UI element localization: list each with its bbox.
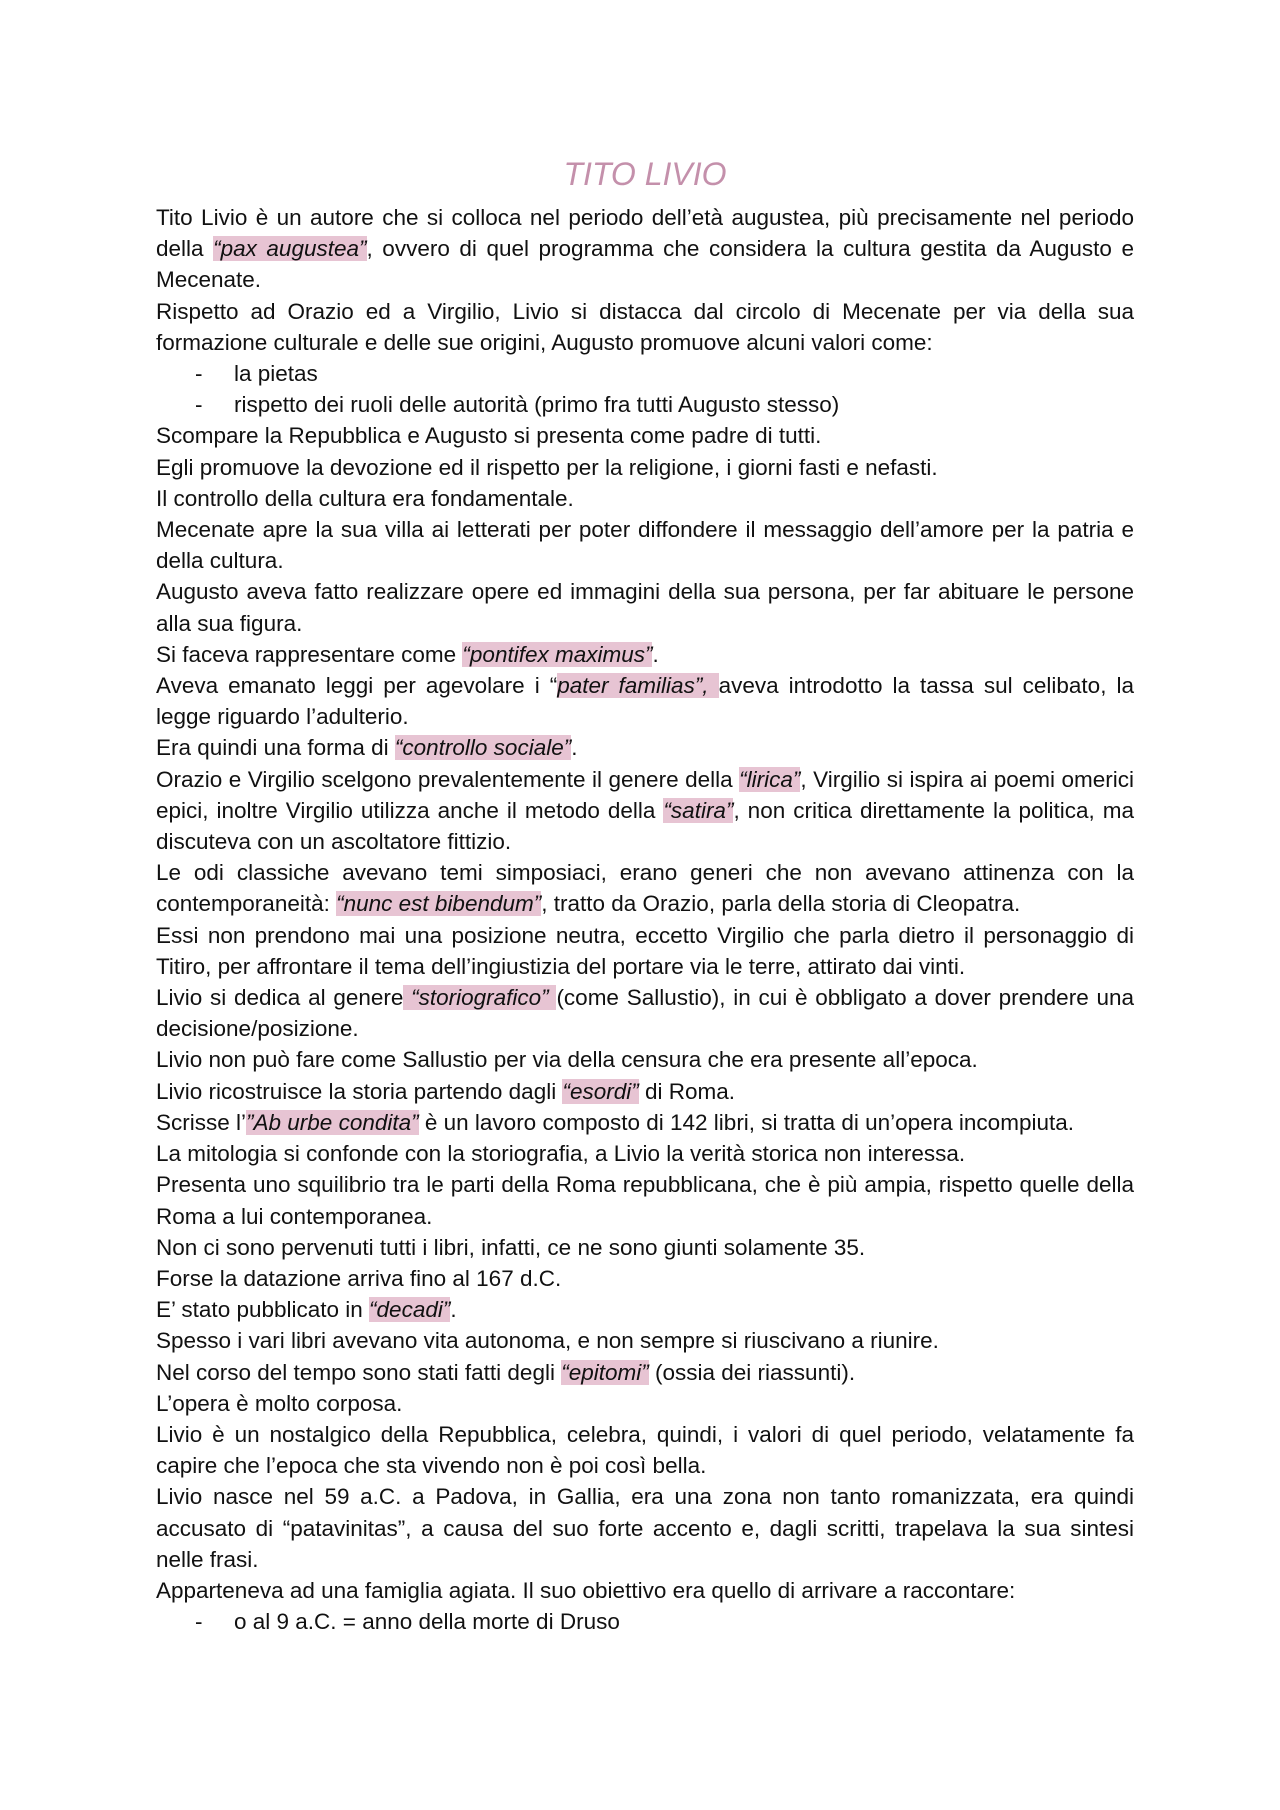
paragraph bbox=[156, 639, 1134, 670]
highlight-term: “satira” bbox=[663, 797, 734, 823]
paragraph bbox=[156, 1107, 1134, 1138]
highlight-term: “pax augustea” bbox=[213, 236, 367, 262]
text-run: aveva introdotto la tassa sul celibato, la legge riguardo l’adulterio. bbox=[156, 673, 1134, 730]
paragraph bbox=[156, 732, 1134, 763]
text-run: Orazio e Virgilio scelgono prevalentemente il genere della bbox=[156, 766, 740, 792]
text-run: Le odi classiche avevano temi simposiaci, erano generi che non avevano attinenza con la contemporaneità: bbox=[156, 860, 1134, 917]
highlight-term: “epitomi” bbox=[561, 1359, 649, 1385]
list-item-text: o al 9 a.C. = anno della morte di Druso bbox=[234, 1609, 620, 1635]
document-title: TITO LIVIO bbox=[563, 156, 727, 192]
text-run: , non critica direttamente la politica, ma discuteva con un ascoltatore fittizio. bbox=[156, 797, 1135, 855]
text-run: Si faceva rappresentare come bbox=[156, 641, 463, 667]
highlight-term: pater familias”, bbox=[557, 673, 719, 699]
paragraph: Scompare la Repubblica e Augusto si presenta come padre di tutti. bbox=[156, 423, 822, 449]
paragraph: Presenta uno squilibrio tra le parti della Roma repubblicana, che è più ampia, rispetto quelle della Roma a lui contemporanea. bbox=[156, 1172, 1134, 1229]
text-run: Tito Livio è un autore che si colloca nel periodo dell’età augustea, più precisamente nel periodo della bbox=[156, 205, 1134, 262]
text-run: Aveva emanato leggi per agevolare i “ bbox=[156, 673, 558, 699]
paragraph: La mitologia si confonde con la storiografia, a Livio la verità storica non interessa. bbox=[156, 1141, 966, 1167]
highlight-term: “decadi” bbox=[369, 1297, 451, 1323]
text-run: , ovvero di quel programma che considera la cultura gestita da Augusto e Mecenate. bbox=[156, 236, 1134, 293]
bullet-list bbox=[156, 358, 1134, 420]
document-page bbox=[156, 150, 1134, 1637]
highlight-term: “esordi” bbox=[562, 1078, 639, 1104]
paragraph bbox=[156, 1076, 1134, 1107]
paragraph: L’opera è molto corposa. bbox=[156, 1390, 403, 1416]
text-run: , Virgilio si ispira ai poemi omerici epici, inoltre Virgilio utilizza anche il metodo della bbox=[156, 766, 1134, 823]
paragraph: Apparteneva ad una famiglia agiata. Il suo obiettivo era quello di arrivare a raccontare: bbox=[156, 1577, 1016, 1603]
paragraph bbox=[156, 764, 1134, 858]
dash-bullet: - bbox=[195, 392, 203, 418]
list-item bbox=[156, 1606, 1134, 1637]
text-run: E’ stato pubblicato in bbox=[156, 1297, 370, 1323]
highlight-term: “lirica” bbox=[739, 766, 801, 792]
text-run: (come Sallustio), in cui è obbligato a dover prendere una decisione/posizione. bbox=[156, 985, 1134, 1042]
text-run: Scrisse l’ bbox=[156, 1109, 247, 1135]
text-run: Era quindi una forma di bbox=[156, 735, 395, 761]
list-item bbox=[156, 358, 1134, 389]
paragraph: Livio nasce nel 59 a.C. a Padova, in Gallia, era una zona non tanto romanizzata, era quindi accusato di “patavinitas”, a causa del suo forte accento e, dagli scritti, trapelava la sua sintesi nelle frasi. bbox=[156, 1484, 1134, 1572]
paragraph: Augusto aveva fatto realizzare opere ed immagini della sua persona, per far abituare le persone alla sua figura. bbox=[156, 579, 1134, 636]
paragraph bbox=[156, 982, 1134, 1044]
paragraph: Forse la datazione arriva fino al 167 d.C. bbox=[156, 1265, 562, 1291]
bullet-list bbox=[156, 1606, 1134, 1637]
highlight-term: “nunc est bibendum” bbox=[336, 891, 542, 917]
paragraph bbox=[156, 670, 1134, 732]
highlight-term: ”Ab urbe condita” bbox=[246, 1109, 419, 1135]
paragraph: Mecenate apre la sua villa ai letterati per poter diffondere il messaggio dell’amore per la patria e della cultura. bbox=[156, 517, 1134, 574]
paragraph: Rispetto ad Orazio ed a Virgilio, Livio si distacca dal circolo di Mecenate per via della sua formazione culturale e delle sue origini, Augusto promuove alcuni valori come: bbox=[156, 298, 1134, 355]
dash-bullet: - bbox=[195, 1609, 203, 1635]
text-run: . bbox=[652, 641, 659, 667]
paragraph bbox=[156, 1294, 1134, 1325]
text-run: di Roma. bbox=[638, 1078, 736, 1104]
paragraph: Livio non può fare come Sallustio per via della censura che era presente all’epoca. bbox=[156, 1047, 978, 1073]
text-run: . bbox=[571, 735, 578, 761]
paragraph: Egli promuove la devozione ed il rispetto per la religione, i giorni fasti e nefasti. bbox=[156, 454, 938, 480]
text-run: Nel corso del tempo sono stati fatti degli bbox=[156, 1359, 562, 1385]
highlight-term: “storiografico” bbox=[403, 985, 557, 1011]
text-run: (ossia dei riassunti). bbox=[648, 1359, 856, 1385]
text-run: Livio ricostruisce la storia partendo dagli bbox=[156, 1078, 563, 1104]
paragraph bbox=[156, 857, 1134, 919]
list-item bbox=[156, 389, 1134, 420]
paragraph: Spesso i vari libri avevano vita autonoma, e non sempre si riuscivano a riunire. bbox=[156, 1328, 939, 1354]
paragraph: Il controllo della cultura era fondamentale. bbox=[156, 485, 574, 511]
paragraph: Non ci sono pervenuti tutti i libri, infatti, ce ne sono giunti solamente 35. bbox=[156, 1234, 866, 1260]
paragraph bbox=[156, 1357, 1134, 1388]
text-run: Livio si dedica al genere bbox=[156, 985, 404, 1011]
text-run: . bbox=[450, 1297, 457, 1323]
list-item-text: la pietas bbox=[234, 361, 318, 387]
dash-bullet: - bbox=[195, 361, 203, 387]
highlight-term: “pontifex maximus” bbox=[462, 641, 653, 667]
text-run: , tratto da Orazio, parla della storia di Cleopatra. bbox=[541, 891, 1021, 917]
list-item-text: rispetto dei ruoli delle autorità (primo fra tutti Augusto stesso) bbox=[234, 392, 840, 418]
highlight-term: “controllo sociale” bbox=[394, 735, 572, 761]
paragraph: Essi non prendono mai una posizione neutra, eccetto Virgilio che parla dietro il personaggio di Titiro, per affrontare il tema dell’ingiustizia del portare via le terre, attirato dai vinti. bbox=[156, 922, 1134, 979]
paragraph: Livio è un nostalgico della Repubblica, celebra, quindi, i valori di quel periodo, velatamente fa capire che l’epoca che sta vivendo non è poi così bella. bbox=[156, 1421, 1134, 1479]
paragraph bbox=[156, 202, 1134, 296]
text-run: è un lavoro composto di 142 libri, si tratta di un’opera incompiuta. bbox=[418, 1109, 1074, 1135]
